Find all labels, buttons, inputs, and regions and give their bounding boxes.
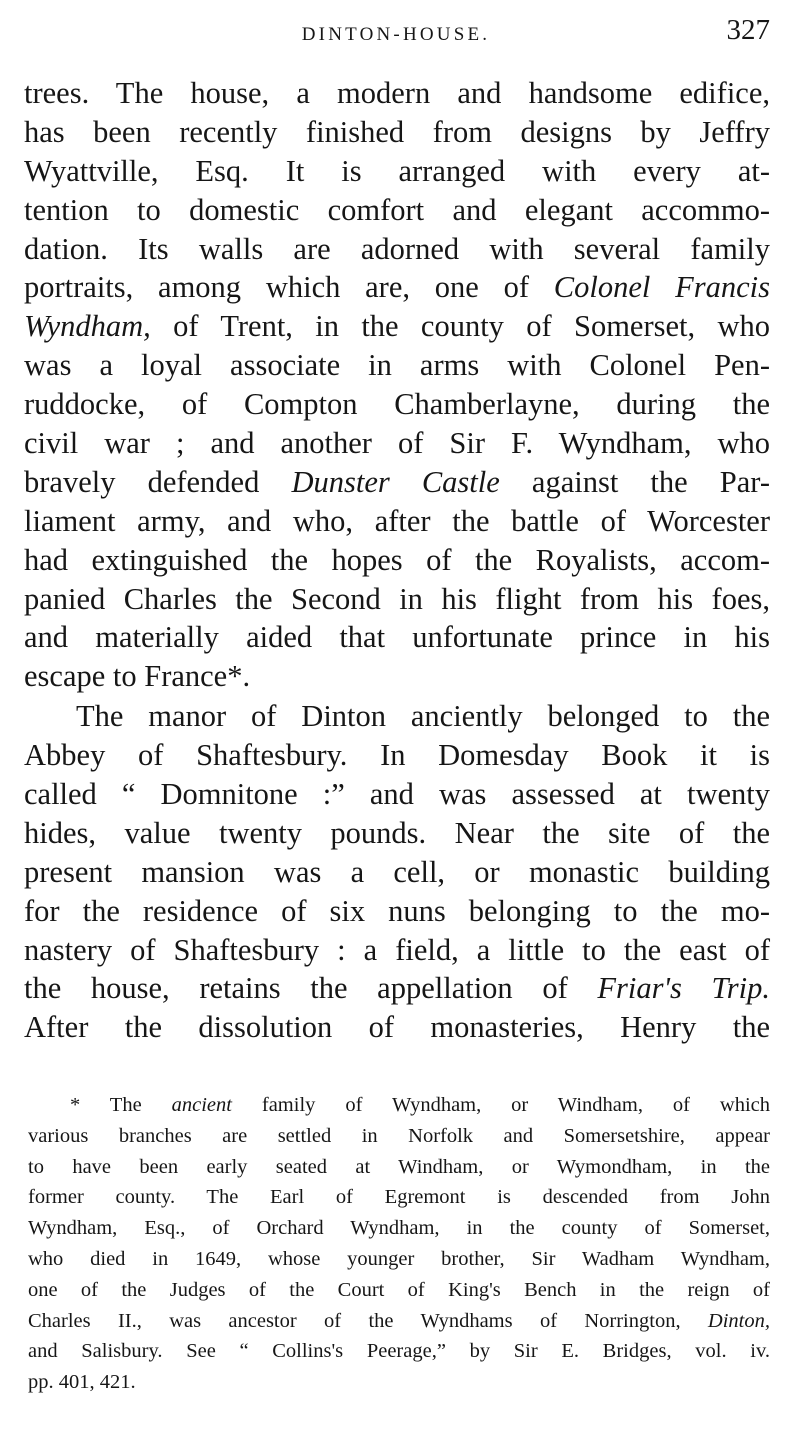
text-line: hides, value twenty pounds. Near the site of the [24, 815, 770, 850]
body-text [24, 74, 770, 1047]
italic-name: Dunster Castle [291, 464, 500, 499]
text-line [24, 969, 770, 1008]
text-run: the house, retains the appellation of [24, 971, 598, 1006]
running-title: DINTON-HOUSE. [301, 24, 491, 45]
text-line [24, 268, 770, 307]
text-line [24, 307, 770, 346]
text-line: present mansion was a cell, or monastic building [24, 854, 770, 889]
text-line: for the residence of six nuns belonging to the mo- [24, 893, 770, 928]
italic-name: Friar's Trip. [597, 971, 770, 1006]
text-run: against the Par- [499, 464, 770, 499]
italic-name: Wyndham, [24, 309, 151, 344]
footnote-line [28, 1090, 770, 1121]
text-line: escape to France*. [24, 659, 251, 694]
italic-name: Dinton, [707, 1309, 770, 1332]
text-run: of Trent, in the county of Somerset, who [150, 309, 770, 344]
text-line: After the dissolution of monasteries, Henry the [24, 1010, 770, 1045]
footnote-line [28, 1306, 770, 1337]
paragraph-2 [24, 697, 770, 1047]
text-line: was a loyal associate in arms with Colonel Pen- [24, 348, 770, 383]
paragraph-1 [24, 74, 770, 696]
italic-word: ancient [171, 1094, 232, 1116]
text-line: tention to domestic comfort and elegant accommo- [24, 192, 770, 227]
text-line: dation. Its walls are adorned with several family [24, 231, 770, 266]
running-head [22, 10, 770, 50]
text-line: and materially aided that unfortunate prince in his [24, 620, 770, 655]
footnote-line: to have been early seated at Windham, or Wymondham, in the [28, 1155, 770, 1178]
footnote-line: and Salisbury. See “ Collins's Peerage,” by Sir E. Bridges, vol. iv. [28, 1340, 770, 1363]
text-line: trees. The house, a modern and handsome edifice, [24, 76, 770, 110]
text-run: portraits, among which are, one of [24, 270, 554, 305]
footnote-line: pp. 401, 421. [28, 1371, 136, 1394]
text-run: Charles II., was ancestor of the Wyndhams of Norrington, [28, 1309, 708, 1332]
text-line: ruddocke, of Compton Chamberlayne, during the [24, 387, 770, 422]
footnote-line: one of the Judges of the Court of King's Bench in the reign of [28, 1278, 770, 1301]
italic-name: Colonel Francis [553, 270, 770, 305]
footnote-line: who died in 1649, whose younger brother, Sir Wadham Wyndham, [28, 1247, 770, 1270]
text-line: has been recently finished from designs by Jeffry [24, 114, 770, 149]
text-line: Wyattville, Esq. It is arranged with every at- [24, 153, 770, 188]
text-line: called “ Domnitone :” and was assessed at twenty [24, 777, 770, 812]
text-line: liament army, and who, after the battle of Worcester [24, 503, 770, 538]
text-run: family of Wyndham, or Windham, of which [231, 1094, 770, 1116]
text-line: had extinguished the hopes of the Royalists, accom- [24, 542, 770, 577]
text-run: bravely defended [24, 464, 292, 499]
footnote-line: various branches are settled in Norfolk and Somersetshire, appear [28, 1124, 770, 1147]
text-run: * The [70, 1094, 172, 1116]
text-line: civil war ; and another of Sir F. Wyndham, who [24, 426, 770, 461]
footnote [28, 1090, 770, 1398]
text-line: nastery of Shaftesbury : a field, a little to the east of [24, 932, 770, 967]
page-number: 327 [726, 14, 770, 46]
footnote-line: former county. The Earl of Egremont is descended from John [28, 1186, 770, 1209]
text-line: panied Charles the Second in his flight from his foes, [24, 581, 770, 616]
footnote-line: Wyndham, Esq., of Orchard Wyndham, in the county of Somerset, [28, 1217, 770, 1240]
text-line: The manor of Dinton anciently belonged to the [76, 699, 770, 734]
text-line: Abbey of Shaftesbury. In Domesday Book it is [24, 738, 770, 773]
text-line [24, 463, 770, 502]
